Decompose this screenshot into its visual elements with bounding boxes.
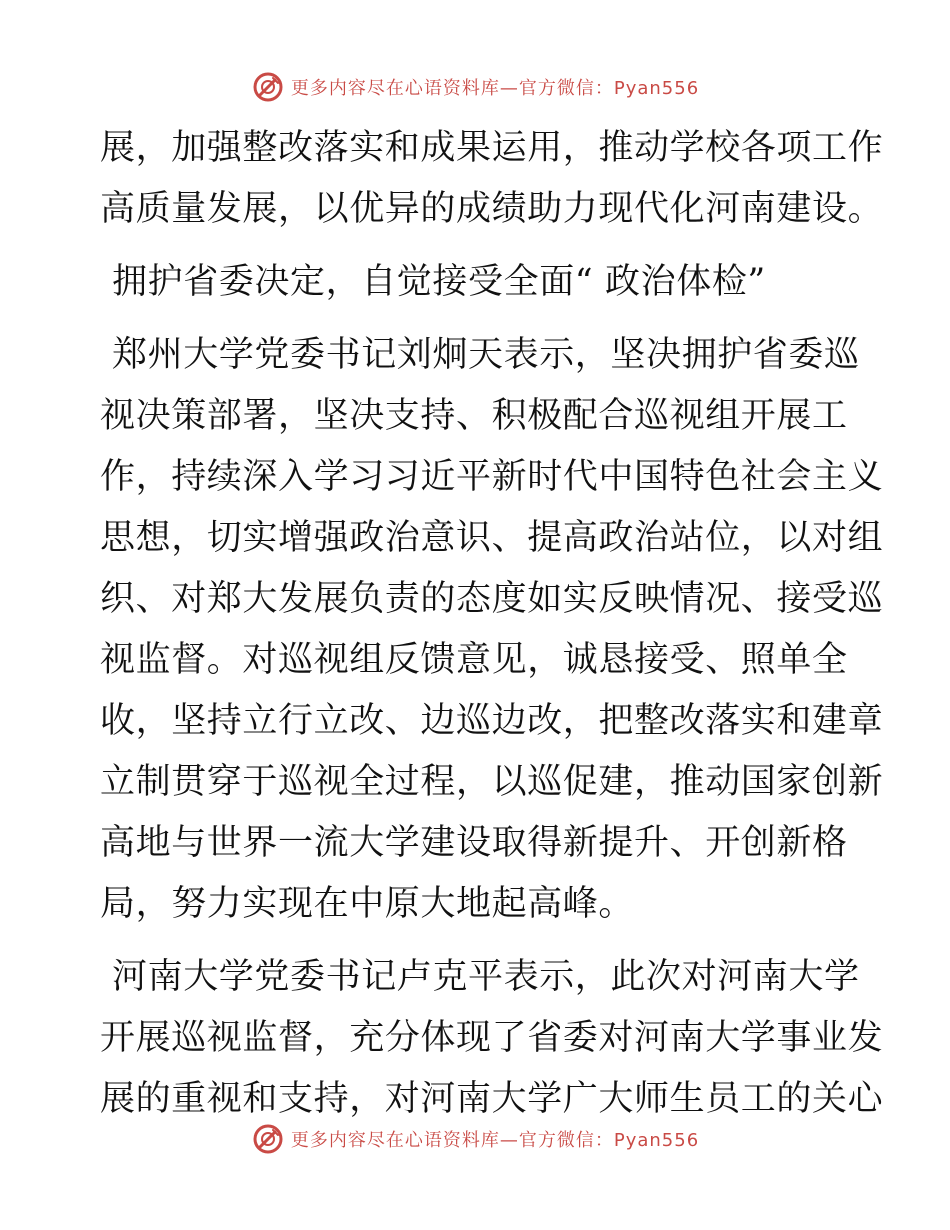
document-body <box>100 118 884 1130</box>
paragraph-line: 展的重视和支持，对河南大学广大师生员工的关心 <box>100 1079 884 1119</box>
paragraph-line: 收，坚持立行立改、边巡边改，把整改落实和建章 <box>100 701 884 741</box>
paragraph-line: 作，持续深入学习习近平新时代中国特色社会主义 <box>100 457 884 497</box>
paragraph-line: 展，加强整改落实和成果运用，推动学校各项工作 <box>100 128 884 168</box>
section-heading: 拥护省委决定，自觉接受全面“ 政治体检” <box>112 262 766 302</box>
paragraph-line: 思想，切实增强政治意识、提高政治站位，以对组 <box>100 518 884 558</box>
watermark-text: 更多内容尽在心语资料库—官方微信：Pyan556 <box>290 78 700 99</box>
paragraph-line: 高质量发展，以优异的成绩助力现代化河南建设。 <box>100 189 884 229</box>
paragraph-line: 河南大学党委书记卢克平表示，此次对河南大学 <box>112 957 860 997</box>
watermark-header <box>0 70 950 104</box>
watermark-text: 更多内容尽在心语资料库—官方微信：Pyan556 <box>290 1130 700 1151</box>
paragraph-line: 立制贯穿于巡视全过程，以巡促建，推动国家创新 <box>100 762 884 802</box>
paragraph-line: 织、对郑大发展负责的态度如实反映情况、接受巡 <box>100 579 884 619</box>
brand-logo-icon <box>251 1122 285 1156</box>
paragraph-line: 高地与世界一流大学建设取得新提升、开创新格 <box>100 823 848 863</box>
paragraph-line: 局，努力实现在中原大地起高峰。 <box>100 884 635 924</box>
paragraph-line: 郑州大学党委书记刘炯天表示，坚决拥护省委巡 <box>112 335 860 375</box>
watermark-footer <box>0 1122 950 1156</box>
paragraph-line: 视决策部署，坚决支持、积极配合巡视组开展工 <box>100 396 848 436</box>
brand-logo-icon <box>251 70 285 104</box>
paragraph-line: 视监督。对巡视组反馈意见，诚恳接受、照单全 <box>100 640 848 680</box>
paragraph-line: 开展巡视监督，充分体现了省委对河南大学事业发 <box>100 1018 884 1058</box>
